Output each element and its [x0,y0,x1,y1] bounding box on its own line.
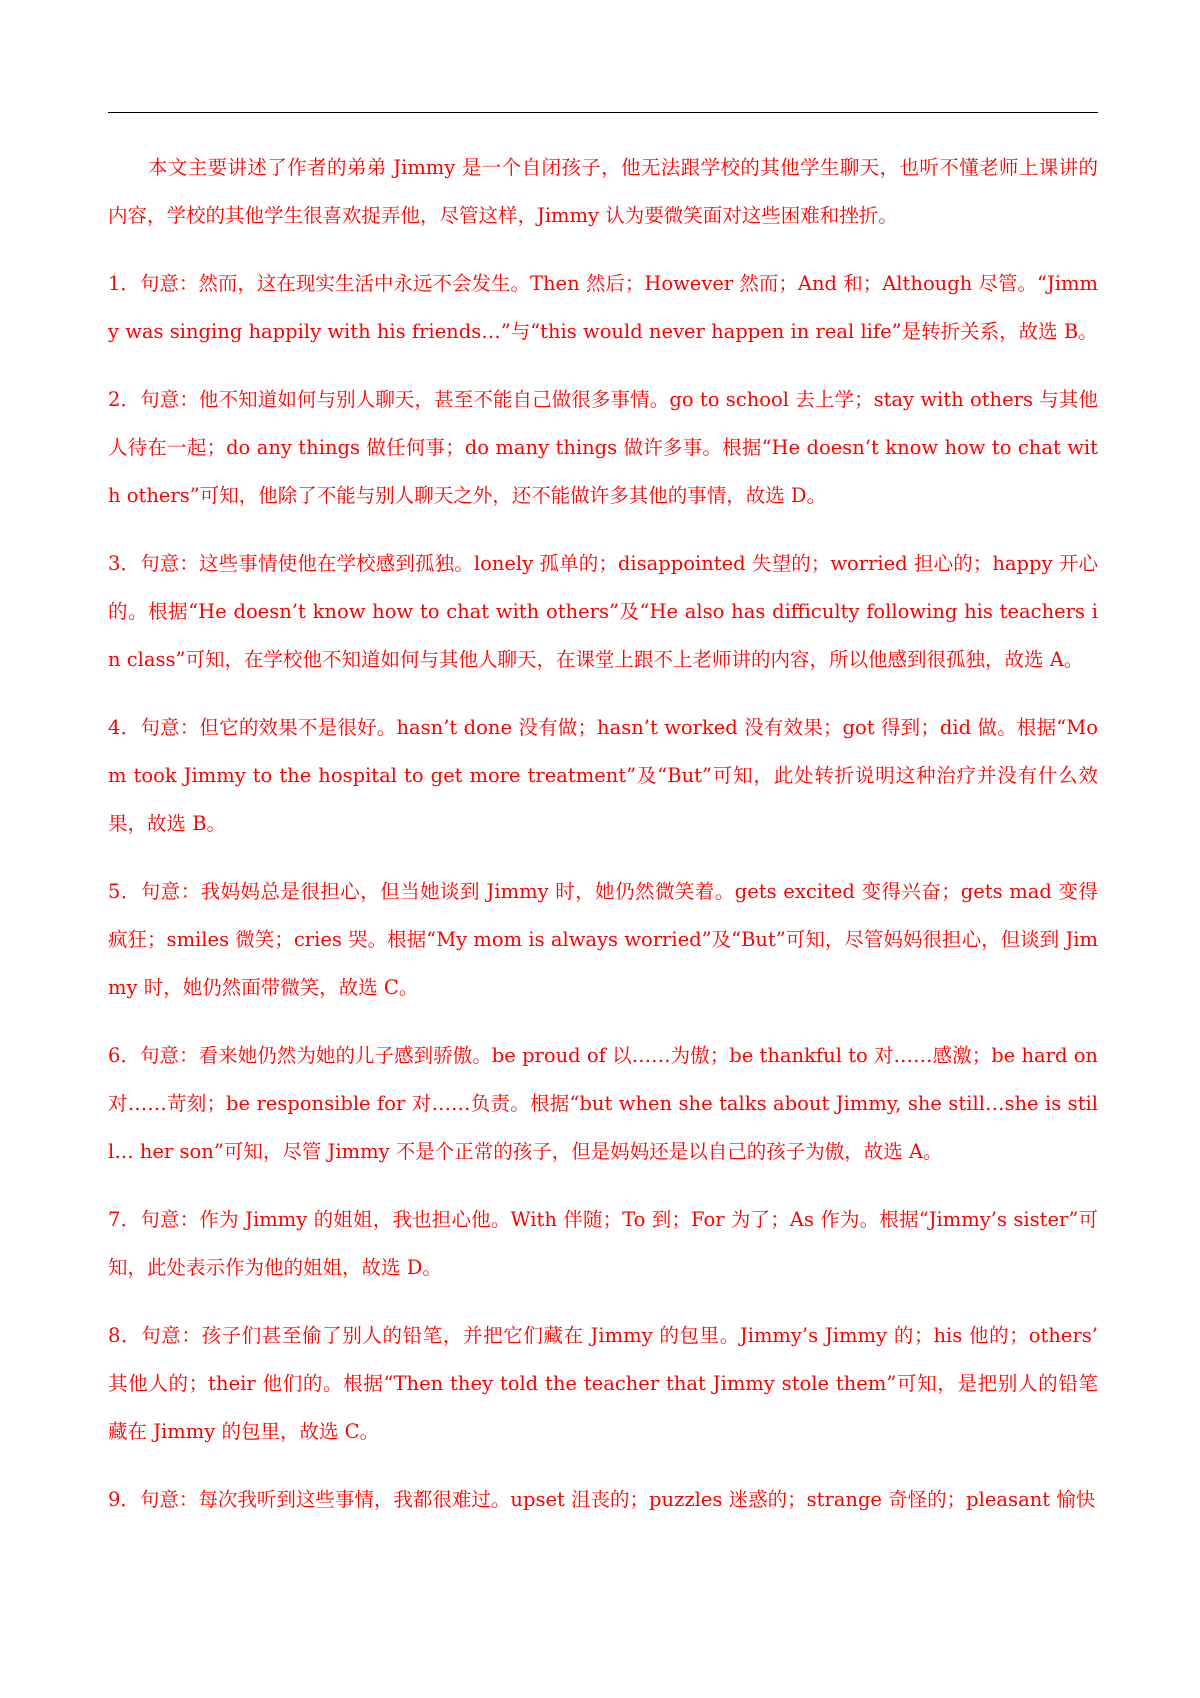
explanation-item-2: 2．句意：他不知道如何与别人聊天，甚至不能自己做很多事情。go to school 去上学；stay with others 与其他人待在一起；do any things 做任何事；do many things 做许多事。根据“He doesn’t know how to chat with others”可知，他除了不能与别人聊天之外，还不能做许多其他的事情，故选 D。 [108,388,1098,507]
header-rule [108,112,1098,113]
explanation-item-5: 5．句意：我妈妈总是很担心，但当她谈到 Jimmy 时，她仍然微笑着。gets excited 变得兴奋；gets mad 变得疯狂；smiles 微笑；cries 哭。根据“My mom is always worried”及“But”可知，尽管妈妈很担心，但谈到 Jimmy 时，她仍然面带微笑，故选 C。 [108,880,1098,999]
document-body [108,144,1098,1544]
explanation-item-7: 7．句意：作为 Jimmy 的姐姐，我也担心他。With 伴随；To 到；For 为了；As 作为。根据“Jimmy’s sister”可知，此处表示作为他的姐姐，故选 D。 [108,1208,1098,1279]
explanation-item-8: 8．句意：孩子们甚至偷了别人的铅笔，并把它们藏在 Jimmy 的包里。Jimmy’s Jimmy 的；his 他的；others’ 其他人的；their 他们的。根据“Then they told the teacher that Jimmy stole them”可知，是把别人的铅笔藏在 Jimmy 的包里，故选 C。 [108,1324,1098,1443]
explanation-item-4: 4．句意：但它的效果不是很好。hasn’t done 没有做；hasn’t worked 没有效果；got 得到；did 做。根据“Mom took Jimmy to the hospital to get more treatment”及“But”可知，此处转折说明这种治疗并没有什么效果，故选 B。 [108,716,1098,835]
explanation-item-6: 6．句意：看来她仍然为她的儿子感到骄傲。be proud of 以……为傲；be thankful to 对……感激；be hard on 对……苛刻；be responsible for 对……负责。根据“but when she talks about Jimmy, she still…she is still… her son”可知，尽管 Jimmy 不是个正常的孩子，但是妈妈还是以自己的孩子为傲，故选 A。 [108,1044,1098,1163]
explanation-item-1: 1．句意：然而，这在现实生活中永远不会发生。Then 然后；However 然而；And 和；Although 尽管。“Jimmy was singing happily with his friends…”与“this would never happen in real life”是转折关系，故选 B。 [108,272,1098,343]
explanation-item-9: 9．句意：每次我听到这些事情，我都很难过。upset 沮丧的；puzzles 迷惑的；strange 奇怪的；pleasant 愉快 [108,1488,1096,1511]
explanation-item-3: 3．句意：这些事情使他在学校感到孤独。lonely 孤单的；disappointed 失望的；worried 担心的；happy 开心的。根据“He doesn’t know how to chat with others”及“He also has difficulty following his teachers in class”可知，在学校他不知道如何与其他人聊天，在课堂上跟不上老师讲的内容，所以他感到很孤独，故选 A。 [108,552,1098,671]
intro-paragraph: 本文主要讲述了作者的弟弟 Jimmy 是一个自闭孩子，他无法跟学校的其他学生聊天，也听不懂老师上课讲的内容，学校的其他学生很喜欢捉弄他，尽管这样，Jimmy 认为要微笑面对这些困难和挫折。 [108,156,1098,227]
